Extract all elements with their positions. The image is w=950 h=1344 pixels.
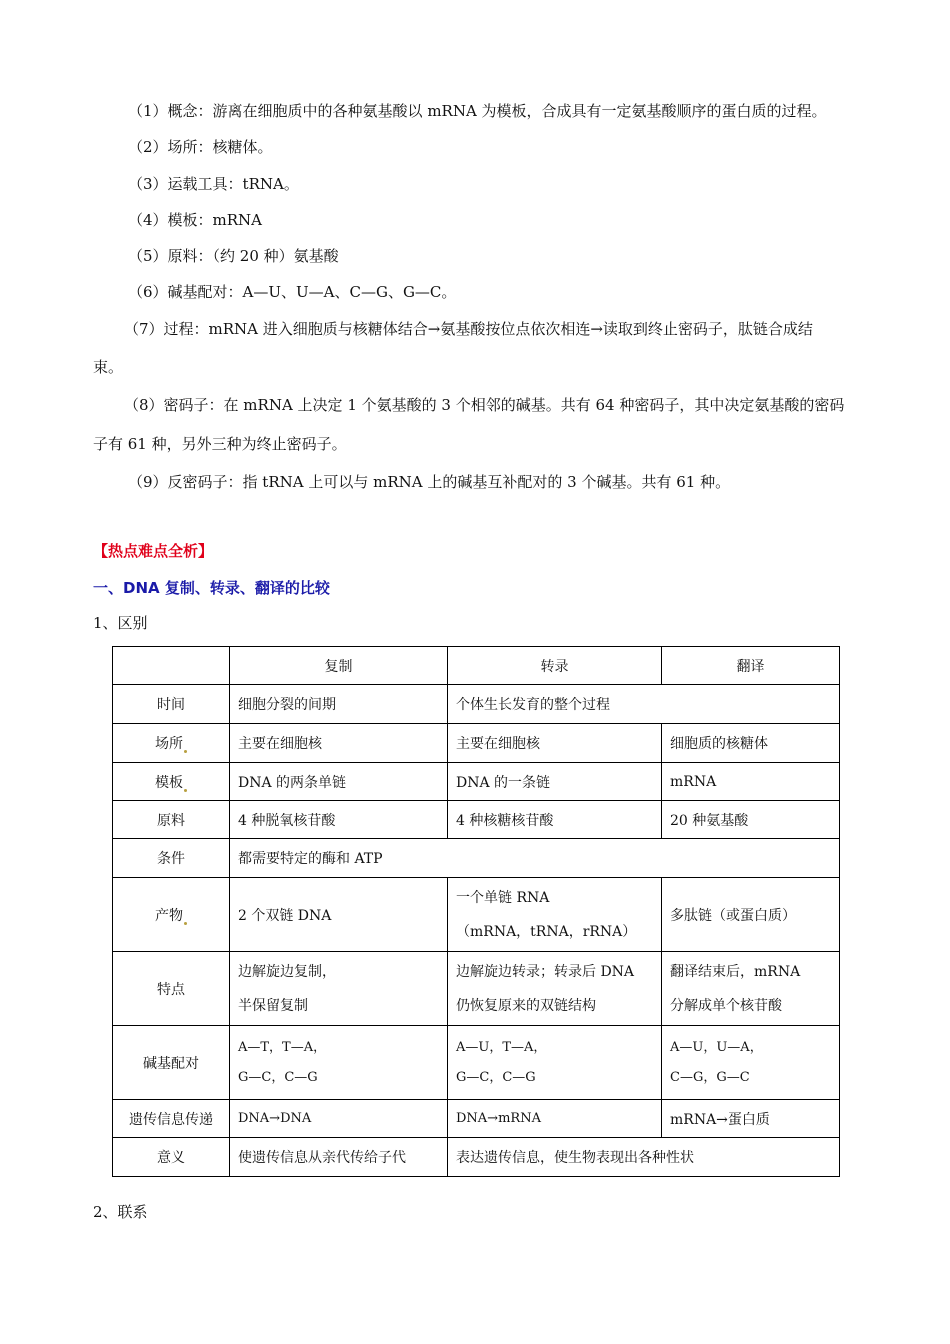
concept-item-7-line2: 束。 (93, 358, 124, 376)
cell-meaning-replication: 使遗传信息从亲代传给子代 (230, 1138, 448, 1177)
cell-material-translation: 20 种氨基酸 (662, 801, 840, 839)
cell-template-translation: mRNA (662, 763, 840, 801)
cell-feature-replication (230, 952, 448, 1026)
concept-item-4: （4）模板：mRNA (128, 211, 263, 229)
table-row (113, 878, 840, 952)
table-row (113, 1026, 840, 1100)
comparison-table (112, 646, 840, 1177)
concept-item-3: （3）运载工具：tRNA。 (128, 175, 299, 193)
feature-translation-line1: 翻译结束后，mRNA (670, 963, 801, 980)
row-label-pairing: 碱基配对 (113, 1026, 230, 1100)
cell-template-replication: DNA 的两条单链 (230, 763, 448, 801)
table-row (113, 685, 840, 724)
mark-dot (184, 789, 187, 792)
cell-flow-transcription: DNA→mRNA (448, 1100, 662, 1138)
feature-transcription-line1: 边解旋边转录；转录后 DNA (456, 963, 635, 980)
product-transcription-line1: 一个单链 RNA (456, 889, 550, 906)
pairing-transcription-line2: G—C，C—G (456, 1069, 536, 1085)
header-transcription: 转录 (448, 647, 662, 685)
cell-place-replication: 主要在细胞核 (230, 724, 448, 763)
concept-item-1: （1）概念：游离在细胞质中的各种氨基酸以 mRNA 为模板，合成具有一定氨基酸顺序的蛋白质的过程。 (128, 102, 827, 120)
concept-item-7-line1: （7）过程：mRNA 进入细胞质与核糖体结合→氨基酸按位点依次相连→读取到终止密码子，肽链合成结 (124, 320, 813, 338)
row-label-template (113, 763, 230, 801)
header-replication: 复制 (230, 647, 448, 685)
table-row (113, 952, 840, 1026)
pairing-transcription-line1: A—U，T—A， (456, 1039, 547, 1055)
table-header-row (113, 647, 840, 685)
cell-product-replication: 2 个双链 DNA (230, 878, 448, 952)
table-row (113, 724, 840, 763)
row-label-flow: 遗传信息传递 (113, 1100, 230, 1138)
row-label-place-text: 场所 (155, 736, 183, 752)
cell-template-transcription: DNA 的一条链 (448, 763, 662, 801)
mark-dot (184, 750, 187, 753)
header-translation: 翻译 (662, 647, 840, 685)
cell-flow-translation: mRNA→蛋白质 (662, 1100, 840, 1138)
concept-item-5: （5）原料：（约 20 种）氨基酸 (128, 247, 339, 265)
row-label-template-text: 模板 (155, 774, 183, 791)
concept-item-2: （2）场所：核糖体。 (128, 138, 273, 156)
feature-transcription-line2: 仍恢复原来的双链结构 (456, 997, 596, 1014)
row-label-product-text: 产物 (155, 907, 183, 924)
product-transcription-line2: （mRNA，tRNA，rRNA） (456, 923, 637, 940)
cell-feature-transcription (448, 952, 662, 1026)
table-row (113, 1100, 840, 1138)
cell-pairing-translation (662, 1026, 840, 1100)
subheading-difference: 1、区别 (93, 614, 148, 632)
row-label-material: 原料 (113, 801, 230, 839)
row-label-product (113, 878, 230, 952)
header-empty (113, 647, 230, 685)
cell-material-transcription: 4 种核糖核苷酸 (448, 801, 662, 839)
cell-feature-translation (662, 952, 840, 1026)
concept-item-8-line2: 子有 61 种，另外三种为终止密码子。 (93, 435, 347, 453)
cell-time-transcription-translation: 个体生长发育的整个过程 (448, 685, 840, 724)
pairing-replication-line2: G—C，C—G (238, 1069, 318, 1085)
cell-place-transcription: 主要在细胞核 (448, 724, 662, 763)
row-label-time: 时间 (113, 685, 230, 724)
mark-dot (184, 922, 187, 925)
cell-material-replication: 4 种脱氧核苷酸 (230, 801, 448, 839)
cell-pairing-transcription (448, 1026, 662, 1100)
table-row (113, 801, 840, 839)
row-label-meaning: 意义 (113, 1138, 230, 1177)
row-label-feature: 特点 (113, 952, 230, 1026)
cell-place-translation: 细胞质的核糖体 (662, 724, 840, 763)
cell-meaning-transcription-translation: 表达遗传信息，使生物表现出各种性状 (448, 1138, 840, 1177)
cell-product-translation: 多肽链（或蛋白质） (662, 878, 840, 952)
cell-time-replication: 细胞分裂的间期 (230, 685, 448, 724)
cell-product-transcription (448, 878, 662, 952)
pairing-translation-line1: A—U，U—A， (670, 1039, 763, 1055)
concept-item-8-line1: （8）密码子：在 mRNA 上决定 1 个氨基酸的 3 个相邻的碱基。共有 64 种密码子，其中决定氨基酸的密码 (124, 396, 845, 414)
hot-heading: 【热点难点全析】 (93, 542, 214, 560)
section-heading: 一、DNA 复制、转录、翻译的比较 (93, 579, 330, 597)
concept-item-9: （9）反密码子：指 tRNA 上可以与 mRNA 上的碱基互补配对的 3 个碱基。共有 61 种。 (128, 473, 731, 491)
row-label-condition: 条件 (113, 839, 230, 878)
row-label-place (113, 724, 230, 763)
table-row (113, 839, 840, 878)
table-row (113, 763, 840, 801)
concept-item-6: （6）碱基配对：A—U、U—A、C—G、G—C。 (128, 283, 457, 301)
subheading-connection: 2、联系 (93, 1203, 148, 1221)
cell-flow-replication: DNA→DNA (230, 1100, 448, 1138)
feature-translation-line2: 分解成单个核苷酸 (670, 997, 782, 1014)
cell-condition-all: 都需要特定的酶和 ATP (230, 839, 840, 878)
pairing-translation-line2: C—G，G—C (670, 1069, 750, 1085)
table-row (113, 1138, 840, 1177)
feature-replication-line1: 边解旋边复制， (238, 963, 336, 980)
cell-pairing-replication (230, 1026, 448, 1100)
pairing-replication-line1: A—T，T—A， (238, 1039, 327, 1055)
feature-replication-line2: 半保留复制 (238, 997, 308, 1014)
